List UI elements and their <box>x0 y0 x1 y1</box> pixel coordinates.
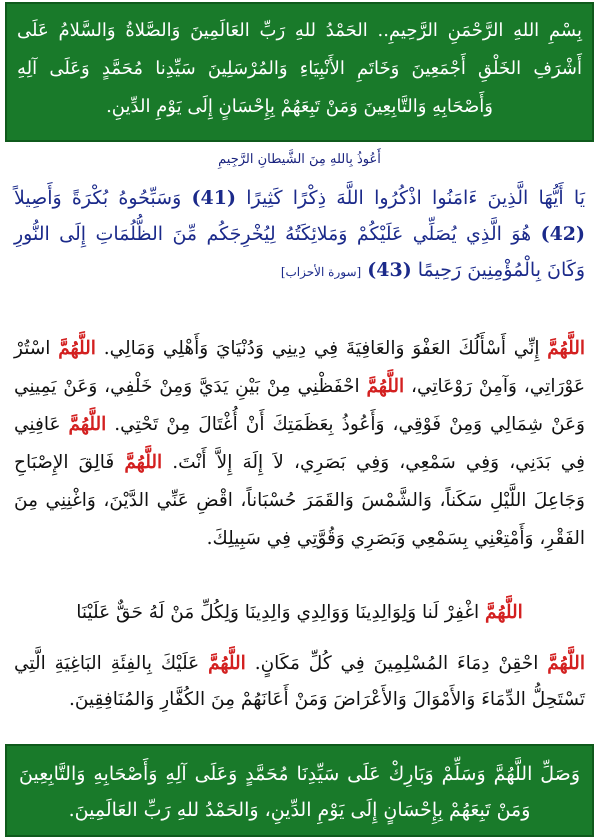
ayah-number-43: (43) <box>367 259 412 281</box>
opening-text: بِسْمِ اللهِ الرَّحْمَنِ الرَّحِيمِ.. الحَمْدُ للهِ رَبِّ العَالَمِينَ وَالصَّلاةُ وَالسَّلامُ عَلَى أَشْرَفِ الخَلْقِ أَجْمَعِينَ وَخَاتَمِ الأَنْبِيَاءِ وَالمُرْسَلِينَ سَيِّدِنا مُحَمَّدٍ وَعَلَى آلِهِ وَأَصْحَابِهِ وَالتَّابِعِينَ وَمَنْ تَبِعَهُمْ بِإِحْسَانٍ إِلَى يَوْمِ الدِّينِ. <box>17 20 582 117</box>
dua-sentence: عَافِنِي فِي بَدَنِي، وَفِي سَمْعِي، وَفِي بَصَرِي، لاَ إِلَهَ إِلاَّ أَنْتَ. <box>14 414 585 473</box>
dua-main-paragraph <box>14 330 585 558</box>
bottom-banner <box>5 744 594 837</box>
allahumma-word: اللَّهُمَّ <box>58 338 96 359</box>
dua-sentence: إِنِّي أَسْأَلُكَ العَفْوَ وَالعَافِيَةَ فِي دِينِي وَدُنْيَايَ وَأَهْلِي وَمَالِي. <box>103 338 540 359</box>
closing-text: وَصَلِّ اللَّهُمَّ وَسَلِّمْ وَبَارِكْ عَلَى سَيِّدِنَا مُحَمَّدٍ وَعَلَى آلِهِ وَأَصْحَابِهِ وَالتَّابِعِينَ وَمَنْ تَبِعَهُمْ بِإِحْسَانٍ إِلَى يَوْمِ الدِّينِ، وَالحَمْدُ للهِ رَبِّ العَالَمِينَ. <box>19 763 580 821</box>
allahumma-word: اللَّهُمَّ <box>485 602 523 623</box>
ayah-number-41: (41) <box>191 187 236 209</box>
dua-parents-paragraph <box>14 595 585 631</box>
top-banner <box>5 2 594 142</box>
dua-protect-paragraph <box>14 646 585 718</box>
dua-sentence: اسْتُرْ عَوْرَاتِي، وَآمِنْ رَوْعَاتِي، <box>14 338 585 397</box>
verse-43-text: هُوَ الَّذِي يُصَلِّي عَلَيْكُمْ وَمَلائِكَتُهُ لِيُخْرِجَكُم مِّنَ الظُّلُمَاتِ إِلَى النُّورِ وَكَانَ بِالْمُؤْمِنِينَ رَحِيمًا <box>14 223 585 281</box>
ayah-number-42: (42) <box>540 223 586 245</box>
allahumma-word: اللَّهُمَّ <box>366 376 405 397</box>
verse-42-text: وَسَبِّحُوهُ بُكْرَةً وَأَصِيلاً <box>14 187 182 209</box>
dua-sentence: احْقِنْ دِمَاءَ المُسْلِمِينَ فِي كُلِّ مَكَانٍ. <box>254 653 539 674</box>
surah-reference: [سورة الأحزاب] <box>280 265 362 279</box>
dua-sentence: اغْفِرْ لَنا وَلِوَالِدِينَا وَوَالِدِي وَالِدِينَا وَلِكُلِّ مَنْ لَهُ حَقٌّ عَلَيْنَا <box>76 602 480 623</box>
dua-sentence: احْفَظْنِي مِنْ بَيْنِ يَدَيَّ وَمِنْ خَلْفِي، وَعَنْ يَمِينِي وَعَنْ شِمَالِي وَمِنْ فَوْقِي، وَأَعُوذُ بِعَظَمَتِكَ أَنْ أُغْتَالَ مِنْ تَحْتِي. <box>14 376 585 435</box>
quran-verses <box>14 180 585 290</box>
allahumma-word: اللَّهُمَّ <box>547 338 585 359</box>
allahumma-word: اللَّهُمَّ <box>547 653 585 674</box>
dua-sentence: فَالِقَ الإِصْبَاحِ وَجَاعِلَ اللَّيْلِ سَكَناً، وَالشَّمْسَ وَالقَمَرَ حُسْبَاناً، اقْضِ عَنِّي الدَّيْنَ، وَاغْنِنِي مِنَ الفَقْرِ، وَأَمْتِعْنِي بِسَمْعِي وَبَصَرِي وَقُوَّتِي فِي سَبِيلِكَ. <box>14 452 585 549</box>
dua-sentence: عَلَيْكَ بِالفِئَةِ البَاغِيَةِ الَّتِي تَسْتَحِلُّ الدِّمَاءَ وَالأَمْوَالَ وَالأَعْرَاضَ وَمَنْ أَعَانَهُمْ مِنَ الكُفَّارِ وَالمُنَافِقِينَ. <box>14 653 585 710</box>
allahumma-word: اللَّهُمَّ <box>68 414 107 435</box>
verse-41-text: يَا أَيُّهَا الَّذِينَ ءَامَنُوا اذْكُرُوا اللَّهَ ذِكْرًا كَثِيرًا <box>246 187 586 209</box>
allahumma-word: اللَّهُمَّ <box>124 452 163 473</box>
allahumma-word: اللَّهُمَّ <box>208 653 246 674</box>
istiadha-text: أَعُوذُ بِاللهِ مِنَ الشَّيطانِ الرَّجِيمِ <box>218 152 381 167</box>
